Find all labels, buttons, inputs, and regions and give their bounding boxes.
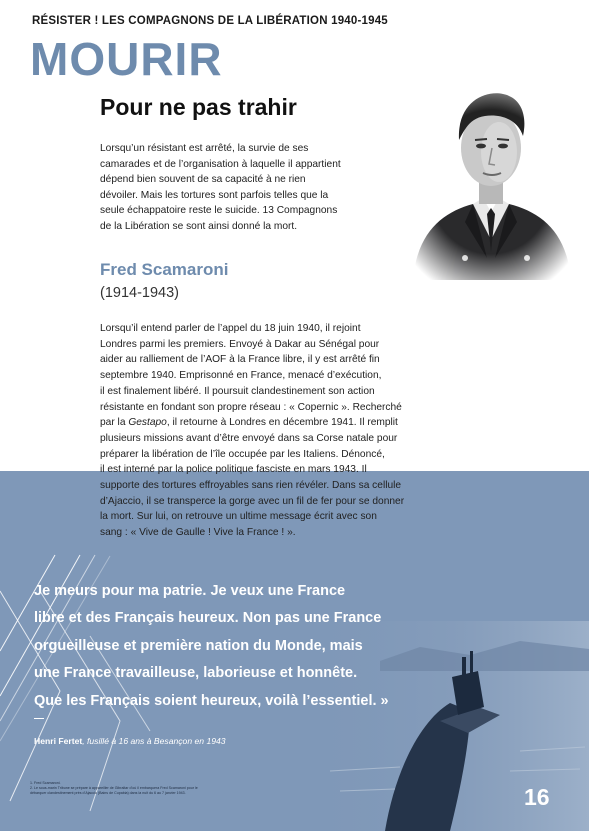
- bio-line: sang : « Vive de Gaulle ! Vive la France ! ».: [100, 527, 296, 539]
- quote-line: Je meurs pour ma patrie. Je veux une France: [34, 583, 346, 599]
- quote-line: une France travailleuse, laborieuse et honnête.: [34, 665, 358, 682]
- bio-line: Londres parmi les premiers. Envoyé à Dakar au Sénégal pour: [100, 338, 380, 350]
- bio-line: il est finalement libéré. Il poursuit clandestinement son action: [100, 385, 375, 397]
- bio-line: résistante en fondant son propre réseau : « Copernic ». Recherché: [100, 401, 402, 413]
- quote-credit: [34, 736, 226, 746]
- quote-line: orgueilleuse et première nation du Monde, mais: [34, 637, 363, 654]
- bio-line: septembre 1940. Emprisonné en France, menacé d’exécution,: [100, 370, 382, 382]
- bio-line: aider au ralliement de l’AOF à la France libre, il y est arrêté fin: [100, 354, 380, 366]
- page-subtitle: Pour ne pas trahir: [100, 94, 297, 120]
- credit-name: Henri Fertet: [34, 736, 83, 746]
- credit-detail: , fusillé à 16 ans à Besançon en 1943: [82, 736, 226, 746]
- bio-gestapo-word: Gestapo: [128, 417, 167, 429]
- quote-block: [34, 578, 454, 715]
- intro-line: dépend bien souvent de sa capacité à ne rien: [100, 174, 306, 186]
- intro-line: seule échappatoire reste le suicide. 13 Compagnons: [100, 205, 338, 217]
- page-number: 16: [524, 784, 550, 810]
- footnote: débarquer clandestinement près d’Ajaccio (Bains de Cupabia) dans la nuit du 6 au 7 janvier 1943.: [30, 791, 186, 795]
- intro-line: camarades et de l’organisation à laquelle il appartient: [100, 158, 341, 170]
- intro-line: de la Libération se sont ainsi donné la mort.: [100, 220, 298, 232]
- bio-line: Lorsqu’il entend parler de l’appel du 18 juin 1940, il rejoint: [100, 323, 361, 334]
- person-name: Fred Scamaroni: [100, 260, 229, 279]
- bio-text: , il retourne à Londres en décembre 1941. Il remplit: [166, 417, 398, 429]
- portrait-photo: [395, 62, 587, 280]
- footnotes: [30, 781, 250, 796]
- bio-line: supporte des tortures effroyables sans rien révéler. Dans sa cellule: [100, 480, 402, 492]
- quote-line: libre et des Français heureux. Non pas une France: [34, 610, 382, 627]
- bio-line: plusieurs missions avant d’être envoyé dans sa Corse natale pour: [100, 432, 398, 444]
- bio-line: d’Ajaccio, il se transperce la gorge avec un fil de fer pour se donner: [100, 495, 405, 507]
- bio-line: [100, 415, 420, 431]
- bio-line: la mort. Sur lui, on retrouve un ultime message écrit avec son: [100, 511, 377, 523]
- biography-paragraph: [100, 321, 420, 541]
- bio-text: par la: [100, 417, 129, 429]
- intro-line: Lorsqu’un résistant est arrêté, la survie de ses: [100, 143, 309, 154]
- intro-line: dévoiler. Mais les tortures sont parfois telles que la: [100, 189, 329, 201]
- footnote: 2. Le sous-marin Tribune se prépare à appareiller de Gibraltar d’où il embarquera Fred Scamaroni pour le: [30, 786, 198, 790]
- bio-line: préparer la libération de l’île occupée par les Italiens. Dénoncé,: [100, 448, 385, 460]
- header-kicker: RÉSISTER ! LES COMPAGNONS DE LA LIBÉRATION 1940-1945: [32, 15, 388, 27]
- bio-line: il est interné par la police politique fasciste en mars 1943. Il: [100, 464, 367, 476]
- page-title: MOURIR: [30, 33, 223, 85]
- footnote: 1. Fred Scamaroni.: [30, 781, 61, 785]
- quote-line: Que les Français soient heureux, voilà l’essentiel. »: [34, 692, 389, 709]
- intro-paragraph: [100, 141, 370, 235]
- person-dates: (1914-1943): [100, 285, 179, 301]
- quote-separator: [34, 718, 44, 719]
